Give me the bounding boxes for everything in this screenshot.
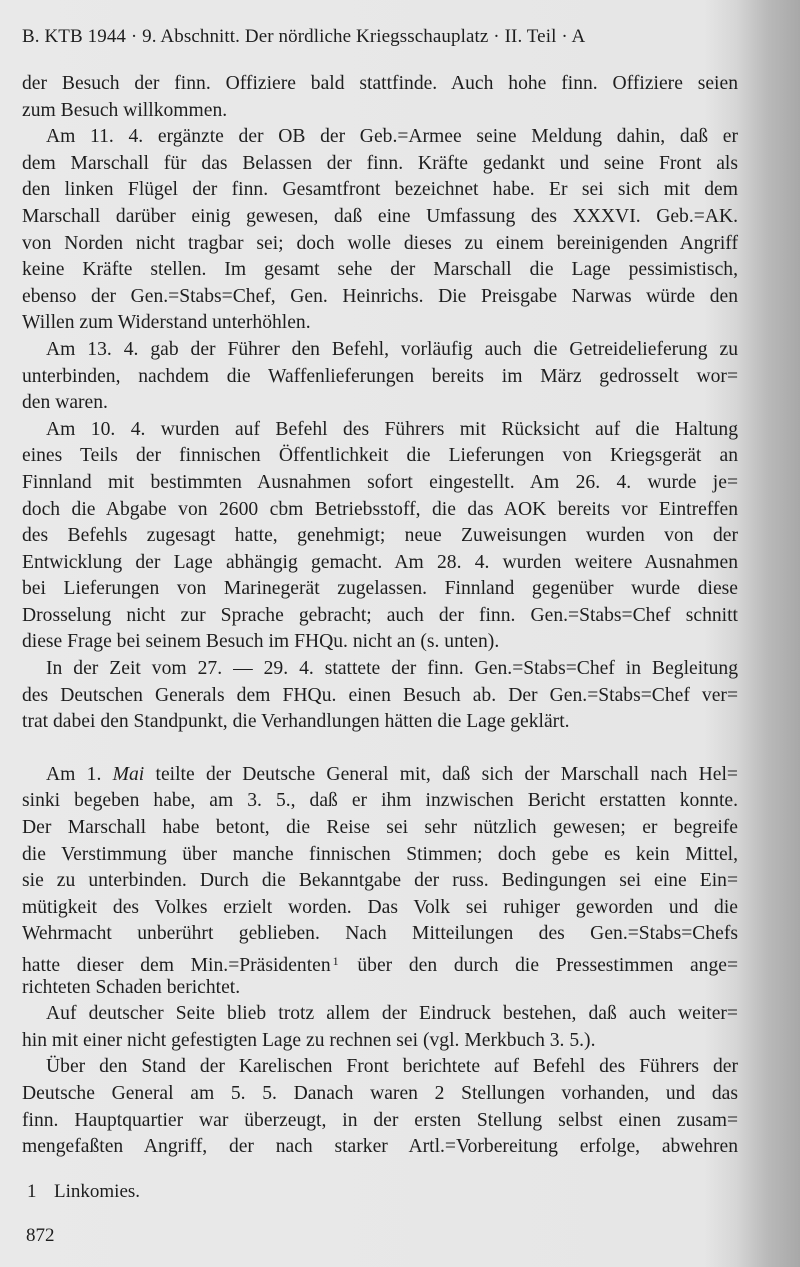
running-head: B. KTB 1944 · 9. Abschnitt. Der nördliche Kriegsschauplatz · II. Teil · A: [22, 26, 586, 47]
text-line: Wehrmacht unberührt geblieben. Nach Mitteilungen des Gen.=Stabs=Chefs: [22, 923, 738, 945]
text-line: [22, 762, 738, 789]
text-line: eines Teils der finnischen Öffentlichkeit die Lieferungen von Kriegsgerät an: [22, 445, 738, 467]
text-line: sinki begeben habe, am 3. 5., daß er ihm inzwischen Bericht erstatten konnte.: [22, 790, 738, 812]
body-text: [22, 71, 738, 1161]
paragraph: [22, 656, 738, 736]
text-line: des Befehls zugesagt hatte, genehmigt; neue Zuweisungen wurden von der: [22, 525, 738, 547]
text-line: Über den Stand der Karelischen Front berichtete auf Befehl des Führers der: [46, 1056, 738, 1078]
text-line: keine Kräfte stellen. Im gesamt sehe der Marschall die Lage pessimistisch,: [22, 259, 738, 281]
text-line: den linken Flügel der finn. Gesamtfront bezeichnet habe. Er sei sich mit dem: [22, 179, 738, 201]
text-line: zum Besuch willkommen.: [22, 99, 228, 121]
paragraph: [22, 124, 738, 337]
footnote: [27, 1181, 140, 1203]
text-line: doch die Abgabe von 2600 cbm Betriebsstoff, die das AOK bereits vor Eintreffen: [22, 498, 738, 520]
paragraph: [22, 337, 738, 417]
paragraph: [22, 1001, 738, 1054]
text-line: ebenso der Gen.=Stabs=Chef, Gen. Heinrichs. Die Preisgabe Narwas würde den: [22, 285, 738, 307]
text-line: den waren.: [22, 392, 108, 414]
text-line: finn. Hauptquartier war überzeugt, in der ersten Stellung selbst einen zusam=: [22, 1109, 738, 1131]
text-line: Am 13. 4. gab der Führer den Befehl, vorläufig auch die Getreidelieferung zu: [46, 338, 738, 360]
text-line: Marschall darüber einig gewesen, daß eine Umfassung des XXXVI. Geb.=AK.: [22, 205, 738, 227]
text-line: die Verstimmung über manche finnischen Stimmen; doch gebe es kein Mittel,: [22, 843, 738, 865]
text-line-start: Am 1.: [46, 763, 113, 785]
footnote-number: 1: [27, 1181, 37, 1202]
text-line: Deutsche General am 5. 5. Danach waren 2 Stellungen vorhanden, und das: [22, 1082, 738, 1104]
page-number: 872: [26, 1225, 55, 1246]
text-line: bei Lieferungen von Marinegerät zugelassen. Finnland gegenüber wurde diese: [22, 578, 738, 600]
text-line: Der Marschall habe betont, die Reise sei sehr nützlich gewesen; er begreife: [22, 817, 738, 839]
paragraph: [22, 71, 738, 124]
text-line: In der Zeit vom 27. — 29. 4. stattete der finn. Gen.=Stabs=Chef in Begleitung: [46, 658, 738, 680]
text-line: Drosselung nicht zur Sprache gebracht; auch der finn. Gen.=Stabs=Chef schnitt: [22, 604, 738, 626]
text-line-end: über den durch die Pressestimmen ange=: [340, 955, 738, 976]
text-line: Am 11. 4. ergänzte der OB der Geb.=Armee seine Meldung dahin, daß er: [46, 126, 738, 148]
text-line: der Besuch der finn. Offiziere bald stattfinde. Auch hohe finn. Offiziere seien: [22, 73, 738, 94]
text-line: dem Marschall für das Belassen der finn. Kräfte gedankt und seine Front als: [22, 152, 738, 174]
text-line: hin mit einer nicht gefestigten Lage zu rechnen sei (vgl. Merkbuch 3. 5.).: [22, 1029, 596, 1051]
text-line: Willen zum Widerstand unterhöhlen.: [22, 312, 311, 334]
text-line: des Deutschen Generals dem FHQu. einen Besuch ab. Der Gen.=Stabs=Chef ver=: [22, 684, 738, 706]
text-line: von Norden nicht tragbar sei; doch wolle dieses zu einem bereinigenden Angriff: [22, 232, 738, 254]
text-line: richteten Schaden berichtet.: [22, 976, 241, 998]
text-line: diese Frage bei seinem Besuch im FHQu. nicht an (s. unten).: [22, 631, 500, 653]
text-line: sie zu unterbinden. Durch die Bekanntgabe der russ. Bedingungen sei eine Ein=: [22, 870, 738, 892]
text-line: Auf deutscher Seite blieb trotz allem der Eindruck bestehen, daß auch weiter=: [46, 1003, 738, 1025]
paragraph: [22, 762, 738, 1001]
text-line: unterbinden, nachdem die Waffenlieferungen bereits im März gedrosselt wor=: [22, 365, 738, 387]
text-line: Entwicklung der Lage abhängig gemacht. Am 28. 4. wurden weitere Ausnahmen: [22, 551, 738, 573]
section: [22, 71, 738, 736]
text-line: Finnland mit bestimmten Ausnahmen sofort eingestellt. Am 26. 4. wurde je=: [22, 471, 738, 493]
section: [22, 762, 738, 1161]
emphasis: Mai: [112, 763, 145, 785]
text-line: trat dabei den Standpunkt, die Verhandlungen hätten die Lage geklärt.: [22, 711, 570, 733]
text-line-end: teilte der Deutsche General mit, daß sich der Marschall nach Hel=: [144, 763, 738, 785]
footnote-reference: 1: [332, 954, 339, 968]
text-line: Am 10. 4. wurden auf Befehl des Führers mit Rücksicht auf die Haltung: [46, 418, 738, 440]
text-line: mengefaßten Angriff, der nach starker Artl.=Vorbereitung erfolge, abwehren: [22, 1136, 738, 1158]
text-line-start: hatte dieser dem Min.=Präsidenten: [22, 955, 331, 976]
text-line: [22, 948, 738, 975]
footnote-text: Linkomies.: [54, 1181, 141, 1202]
paragraph: [22, 417, 738, 656]
paragraph: [22, 1054, 738, 1160]
text-line: mütigkeit des Volkes erzielt worden. Das Volk sei ruhiger geworden und die: [22, 896, 738, 918]
